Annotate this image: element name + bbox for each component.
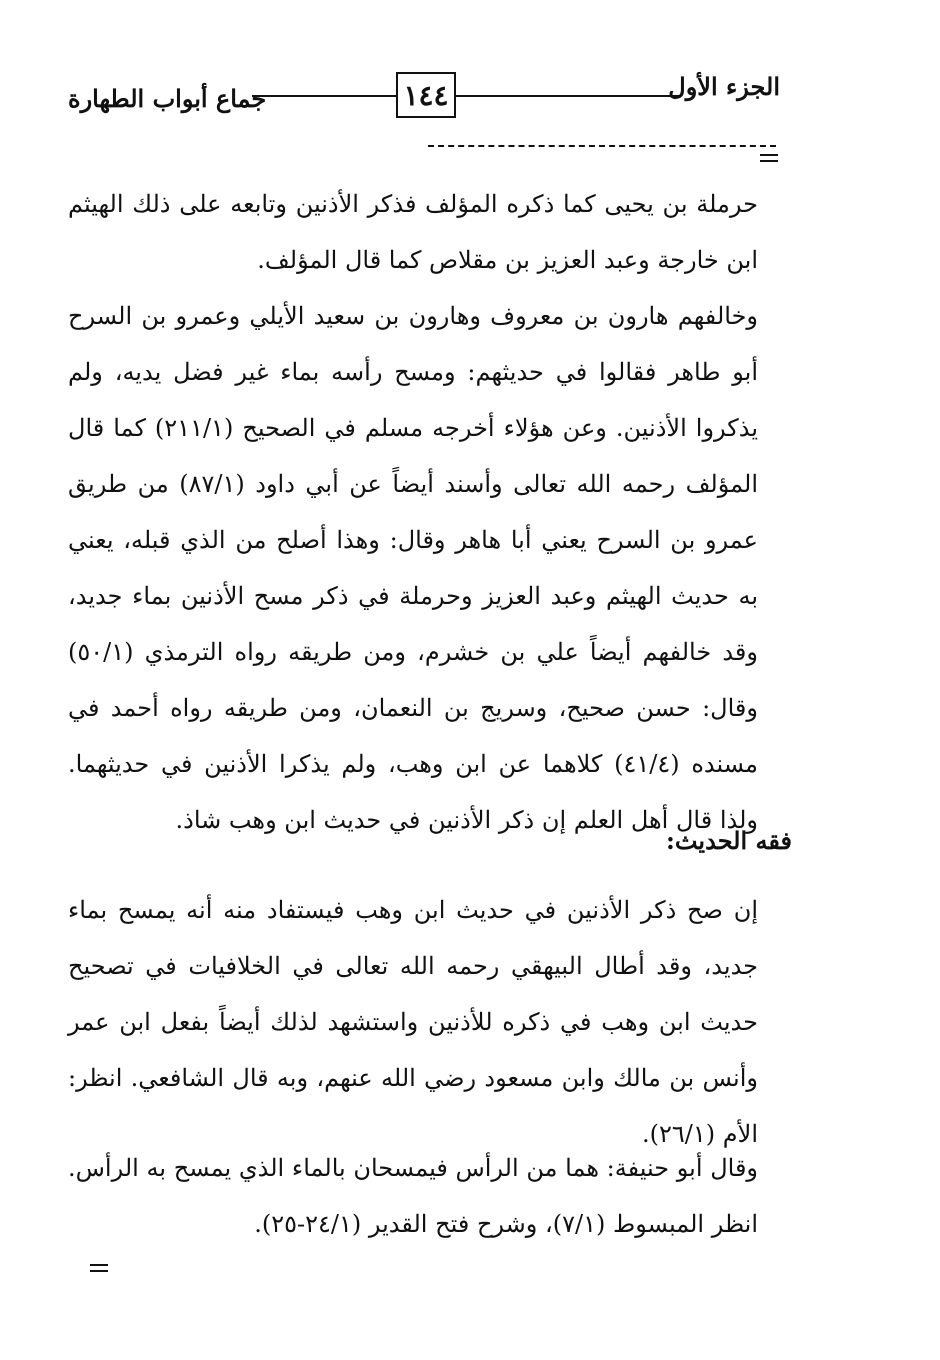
page-number: ١٤٤ — [396, 72, 456, 118]
paragraph-1: حرملة بن يحيى كما ذكره المؤلف فذكر الأذنين وتابعه على ذلك الهيثم ابن خارجة وعبد العزيز بن مقلاص كما قال المؤلف. — [68, 190, 758, 274]
paragraph-2: وخالفهم هارون بن معروف وهارون بن سعيد الأيلي وعمرو بن السرح أبو طاهر فقالوا في حديثهم: ومسح رأسه بماء غير فضل يديه، ولم يذكروا الأذنين. وعن هؤلاء أخرجه مسلم في الصحيح (٢١١/١) كما قال المؤلف رحمه الله تعالى وأسند أيضاً عن أبي داود (٨٧/١) من طريق عمرو بن السرح يعني أبا هاهر وقال: وهذا أصلح من الذي قبله، يعني به حديث الهيثم وعبد العزيز وحرملة في ذكر مسح الأذنين بماء جديد، وقد خالفهم أيضاً علي بن خشرم، ومن طريقه رواه الترمذي (٥٠/١) وقال: حسن صحيح، وسريج بن النعمان، ومن طريقه رواه أحمد في مسنده (٤١/٤) كلاهما عن ابن وهب، ولم يذكرا الأذنين في حديثهما. ولذا قال أهل العلم إن ذكر الأذنين في حديث ابن وهب شاذ. — [68, 302, 759, 834]
section-heading: فقه الحديث: — [665, 826, 792, 855]
fiqh-paragraph-1: إن صح ذكر الأذنين في حديث ابن وهب فيستفاد منه أنه يمسح بماء جديد، وقد أطال البيهقي رحمه الله تعالى في الخلافيات في تصحيح حديث ابن وهب في ذكره للأذنين واستشهد لذلك أيضاً بفعل ابن عمر وأنس بن مالك وابن مسعود رضي الله عنهم، وبه قال الشافعي. انظر: الأم (٢٦/١). — [68, 896, 758, 1148]
volume-label: الجزء الأول — [668, 72, 780, 101]
header-rule-right-inner — [456, 95, 580, 97]
chapter-title: جماع أبواب الطهارة — [68, 84, 267, 113]
header-rule-left — [252, 95, 396, 97]
footnote-separator — [428, 145, 776, 147]
continuation-mark-bottom — [90, 1264, 108, 1272]
continuation-mark-top — [760, 154, 778, 162]
fiqh-paragraph-2: وقال أبو حنيفة: هما من الرأس فيمسحان بالماء الذي يمسح به الرأس. انظر المبسوط (٧/١)، وشرح فتح القدير (٢٤/١-٢٥). — [68, 1154, 759, 1238]
header-rule-right — [580, 95, 680, 97]
